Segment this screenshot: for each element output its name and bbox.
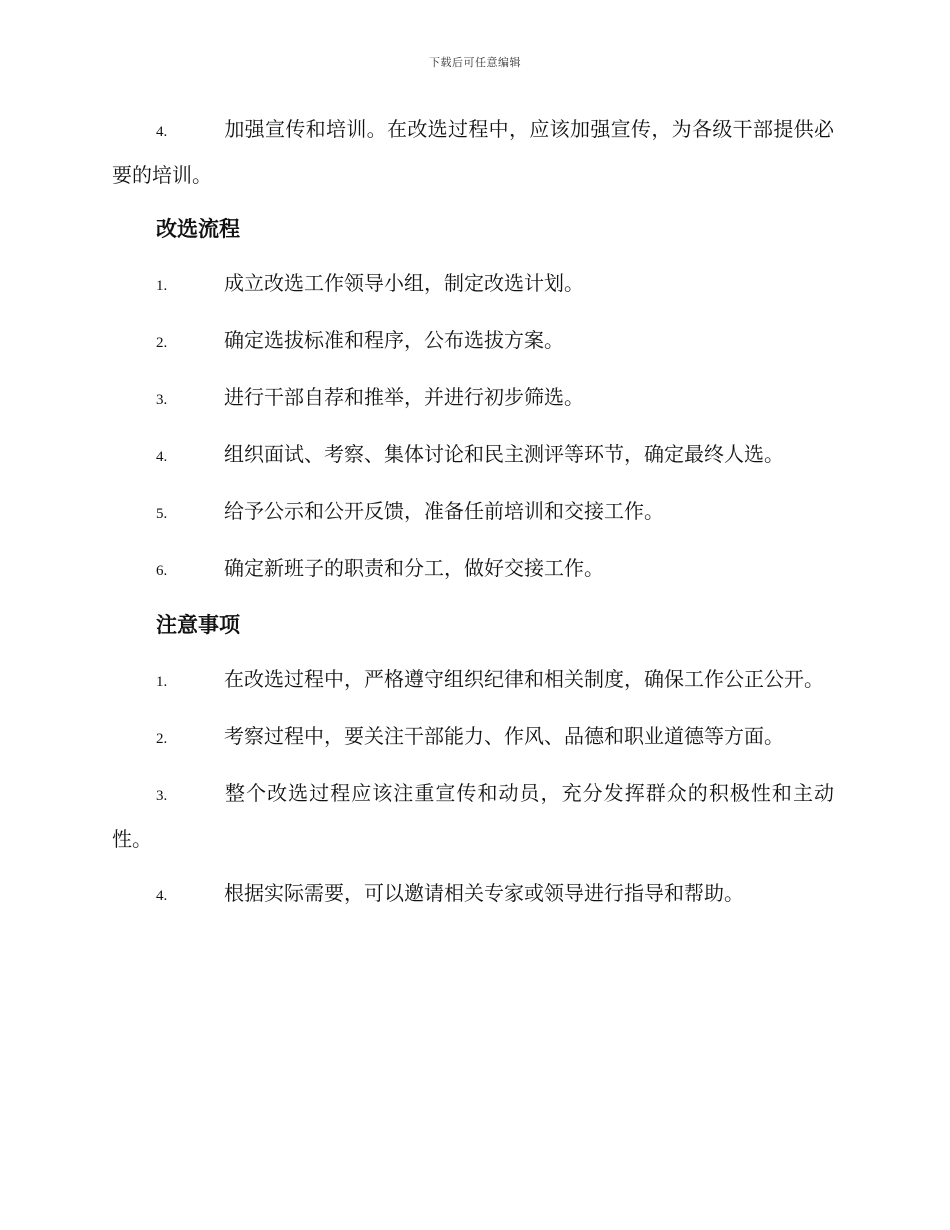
item-text: 整个改选过程应该注重宣传和动员，充分发挥群众的积极性和主动性。	[112, 781, 834, 851]
list-item	[112, 262, 834, 308]
item-text: 在改选过程中，严格遵守组织纪律和相关制度，确保工作公正公开。	[224, 667, 824, 691]
list-item	[112, 772, 834, 861]
item-text: 组织面试、考察、集体讨论和民主测评等环节，确定最终人选。	[224, 442, 784, 466]
list-item	[112, 108, 834, 197]
item-number: 2.	[156, 731, 168, 747]
item-number: 3.	[156, 788, 168, 804]
page-header: 下载后可任意编辑	[429, 56, 521, 69]
list-item	[112, 319, 834, 365]
list-item	[112, 490, 834, 536]
list-item	[112, 715, 834, 761]
section-heading: 注意事项	[156, 613, 240, 637]
item-number: 4.	[156, 449, 168, 465]
item-text: 确定选拔标准和程序，公布选拔方案。	[224, 328, 564, 352]
process-section	[112, 208, 834, 593]
item-text: 进行干部自荐和推举，并进行初步筛选。	[224, 385, 584, 409]
item-number: 5.	[156, 506, 168, 522]
item-text: 加强宣传和培训。在改选过程中，应该加强宣传，为各级干部提供必要的培训。	[112, 117, 834, 187]
item-number: 6.	[156, 563, 168, 579]
list-item	[112, 872, 834, 918]
item-text: 成立改选工作领导小组，制定改选计划。	[224, 271, 584, 295]
item-text: 给予公示和公开反馈，准备任前培训和交接工作。	[224, 499, 664, 523]
item-text: 根据实际需要，可以邀请相关专家或领导进行指导和帮助。	[224, 881, 744, 905]
notes-section	[112, 604, 834, 918]
item-number: 3.	[156, 392, 168, 408]
list-item	[112, 433, 834, 479]
section-heading: 改选流程	[156, 217, 240, 241]
item-number: 1.	[156, 278, 168, 294]
list-item	[112, 376, 834, 422]
item-number: 2.	[156, 335, 168, 351]
list-item	[112, 658, 834, 704]
list-item	[112, 547, 834, 593]
item-text: 考察过程中，要关注干部能力、作风、品德和职业道德等方面。	[224, 724, 784, 748]
item-number: 4.	[156, 888, 168, 904]
item-text: 确定新班子的职责和分工，做好交接工作。	[224, 556, 604, 580]
item-number: 1.	[156, 674, 168, 690]
item-number: 4.	[156, 124, 168, 140]
document-body	[112, 108, 834, 929]
